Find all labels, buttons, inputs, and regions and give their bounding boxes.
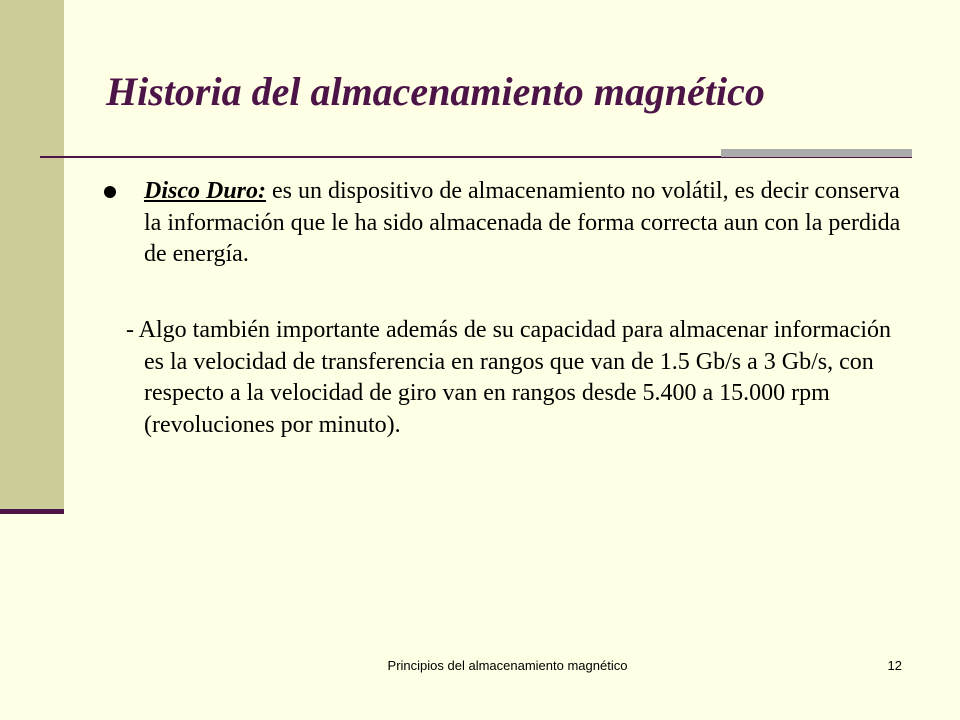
slide-title: Historia del almacenamiento magnético	[106, 69, 765, 114]
bullet-term: Disco Duro:	[144, 178, 267, 204]
footer-title: Principios del almacenamiento magnético	[387, 658, 628, 673]
page-number: 12	[887, 658, 902, 673]
left-side-bar	[0, 0, 64, 511]
side-bar-accent	[0, 509, 64, 514]
bullet-icon	[104, 186, 116, 198]
bullet-text: es un dispositivo de almacenamiento no volátil, es decir conserva la información que le ha sido almacenada de forma correcta aun con la perdida de energía.	[144, 178, 901, 267]
bullet-paragraph	[144, 176, 912, 271]
title-divider-accent	[721, 149, 912, 157]
body-paragraph: - Algo también importante además de su capacidad para almacenar información es la velocidad de transferencia en rangos que van de 1.5 Gb/s a 3 Gb/s, con respecto a la velocidad de giro van en rangos desde 5.400 a 15.000 rpm (revoluciones por minuto).	[126, 317, 892, 438]
